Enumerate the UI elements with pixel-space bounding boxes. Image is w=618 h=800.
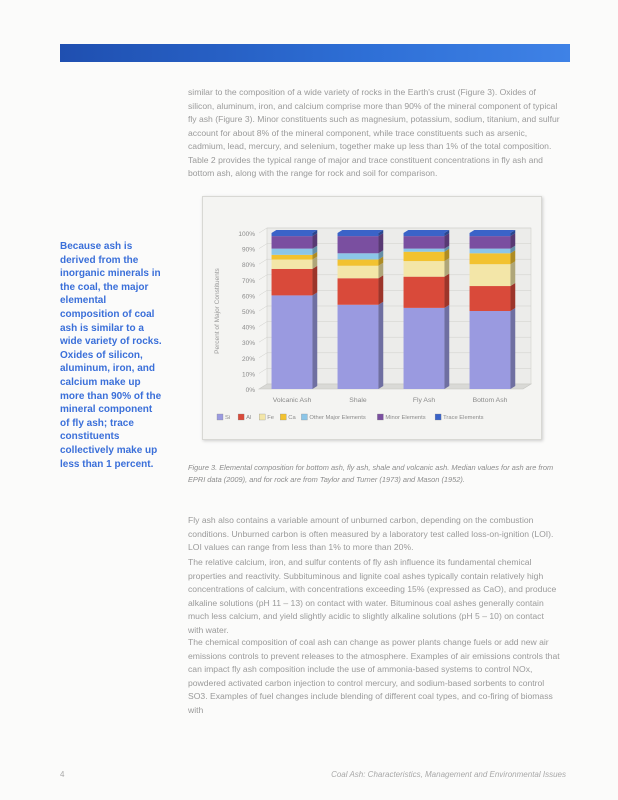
body-paragraph-3: The relative calcium, iron, and sulfur contents of fly ash influence its fundamental chemical properties and reactivity. Subbituminous and lignite coal ashes typically contain relatively high concentrations of calcium, with concentrations exceeding 15% (expressed as CaO), and produce alkaline solutions (pH 11 – 13) on contact with water. Bituminous coal ashes generally contain much less calcium, and yield slightly acidic to slightly alkaline solutions (pH 5 – 10) on contact with water. xyxy=(188,557,557,635)
chart-bar-top xyxy=(470,230,516,233)
chart-y-axis-label: Percent of Major Constituents xyxy=(214,268,221,354)
chart-bar-segment xyxy=(404,236,445,248)
chart-bar-top xyxy=(338,230,384,233)
chart-bar-side xyxy=(378,302,383,389)
chart-bar-segment xyxy=(272,260,313,269)
chart-bar-segment xyxy=(272,255,313,260)
chart-frame xyxy=(202,196,542,440)
sidebar-callout: Because ash is derived from the inorganic minerals in the coal, the major elemental composition of coal ash is similar to a wide variety of rocks. Oxides of silicon, aluminum, iron, and calcium make up more than 90% of the mineral component of fly ash; trace constituents collectively make up less than 1 percent. xyxy=(60,241,162,470)
chart-legend-label: Other Major Elements xyxy=(309,415,366,421)
chart-y-tick-label: 70% xyxy=(241,277,255,285)
chart-y-tick-label: 90% xyxy=(241,246,255,254)
chart-bar-side xyxy=(510,283,515,311)
chart-bar-segment xyxy=(404,252,445,261)
chart-y-tick-label: 100% xyxy=(238,231,255,238)
chart-bar-top xyxy=(404,230,450,233)
chart-bar-segment xyxy=(272,295,313,389)
body-paragraph-4: The chemical composition of coal ash can change as power plants change fuels or add new air emissions controls to prevent releases to the atmosphere. Examples of air emissions controls that can impact fly ash composition include the use of ammonia-based systems to control NOx, powdered activated carbon injection to control mercury, and sodium-based sorbents to control SO3. Examples of fuel changes include blending of different coal types, and co-firing of biomass with xyxy=(188,637,560,715)
chart-bar-segment xyxy=(404,308,445,389)
chart-bar-segment xyxy=(338,253,379,259)
chart-y-tick-label: 0% xyxy=(245,387,255,394)
chart-legend-swatch xyxy=(301,414,307,420)
page-number: 4 xyxy=(60,770,65,779)
chart-legend-label: Trace Elements xyxy=(443,415,484,421)
chart-bar-segment xyxy=(470,286,511,311)
chart-y-tick-label: 20% xyxy=(241,355,255,363)
chart-legend-label: Minor Elements xyxy=(385,415,426,421)
chart-x-tick-label: Bottom Ash xyxy=(472,397,508,404)
chart-bar-segment xyxy=(338,236,379,253)
chart-bar-segment xyxy=(404,249,445,252)
chart-bar-segment xyxy=(338,233,379,236)
composition-chart xyxy=(203,197,541,439)
chart-bar-segment xyxy=(338,278,379,305)
body-paragraph-2: Fly ash also contains a variable amount of unburned carbon, depending on the combustion conditions. Unburned carbon is often measured by a laboratory test called loss-on-ignition (LOI). LOI values can range from less than 1% to more than 20%. xyxy=(188,515,554,552)
chart-y-tick-label: 40% xyxy=(241,324,255,332)
chart-bar-segment xyxy=(272,236,313,248)
chart-bar-segment xyxy=(272,249,313,255)
chart-x-tick-label: Fly Ash xyxy=(412,397,436,404)
chart-legend-swatch xyxy=(280,414,286,420)
chart-x-tick-label: Volcanic Ash xyxy=(272,397,312,404)
figure-caption: Figure 3. Elemental composition for bottom ash, fly ash, shale and volcanic ash. Median values for ash are from EPRI data (2009), and for rock are from Taylor and Turner (1973) and Mason (1952). xyxy=(188,463,554,484)
chart-y-tick-label: 60% xyxy=(241,293,255,301)
chart-bar-side xyxy=(312,292,317,389)
chart-bar-segment xyxy=(470,233,511,236)
chart-bar-segment xyxy=(470,249,511,254)
chart-bar-segment xyxy=(272,233,313,236)
chart-legend-label: Al xyxy=(246,415,252,421)
chart-bar-segment xyxy=(404,233,445,236)
chart-bar-side xyxy=(444,258,449,277)
chart-legend-label: Fe xyxy=(267,415,274,421)
chart-bar-side xyxy=(510,308,515,389)
chart-bar-segment xyxy=(404,261,445,277)
chart-y-tick-label: 50% xyxy=(241,309,255,316)
chart-bar-side xyxy=(378,275,383,305)
chart-bar-side xyxy=(378,233,383,253)
footer-title: Coal Ash: Characteristics, Management and Environmental Issues xyxy=(331,770,566,779)
chart-bar-side xyxy=(312,266,317,296)
chart-bar-segment xyxy=(338,305,379,389)
chart-bar-segment xyxy=(470,311,511,389)
chart-bar-side xyxy=(444,274,449,308)
chart-bar-segment xyxy=(470,236,511,248)
chart-legend-label: Si xyxy=(225,415,231,421)
chart-y-tick-label: 80% xyxy=(241,262,255,270)
chart-x-tick-label: Shale xyxy=(349,397,367,404)
body-paragraph-1: similar to the composition of a wide variety of rocks in the Earth's crust (Figure 3). Oxides of silicon, aluminum, iron, and calcium comprise more than 90% of the mineral component of typical fly ash (Figure 3). Minor constituents such as magnesium, potassium, sodium, titanium, and sulfur account for about 8% of the mineral component, while trace constituents such as arsenic, cadmium, lead, mercury, and selenium, together make up less than 1% of the total composition. Table 2 provides the typical range of major and trace constituent concentrations in fly ash and bottom ash, along with the range for rock and soil for comparison. xyxy=(188,87,560,178)
chart-bar-segment xyxy=(338,266,379,278)
chart-bar-segment xyxy=(470,253,511,264)
header-color-band xyxy=(60,44,570,62)
chart-legend-label: Ca xyxy=(288,415,296,421)
chart-bar-segment xyxy=(272,269,313,296)
chart-bar-side xyxy=(510,261,515,286)
chart-legend-swatch xyxy=(217,414,223,420)
chart-bar-top xyxy=(272,230,318,233)
chart-y-tick-label: 10% xyxy=(241,371,255,379)
chart-bar-segment xyxy=(470,264,511,286)
chart-bar-segment xyxy=(338,260,379,266)
chart-legend-swatch xyxy=(435,414,441,420)
chart-y-tick-label: 30% xyxy=(241,340,255,348)
chart-bar-side xyxy=(444,305,449,389)
chart-legend-swatch xyxy=(259,414,265,420)
chart-legend-swatch xyxy=(238,414,244,420)
chart-bar-segment xyxy=(404,277,445,308)
chart-legend-swatch xyxy=(377,414,383,420)
